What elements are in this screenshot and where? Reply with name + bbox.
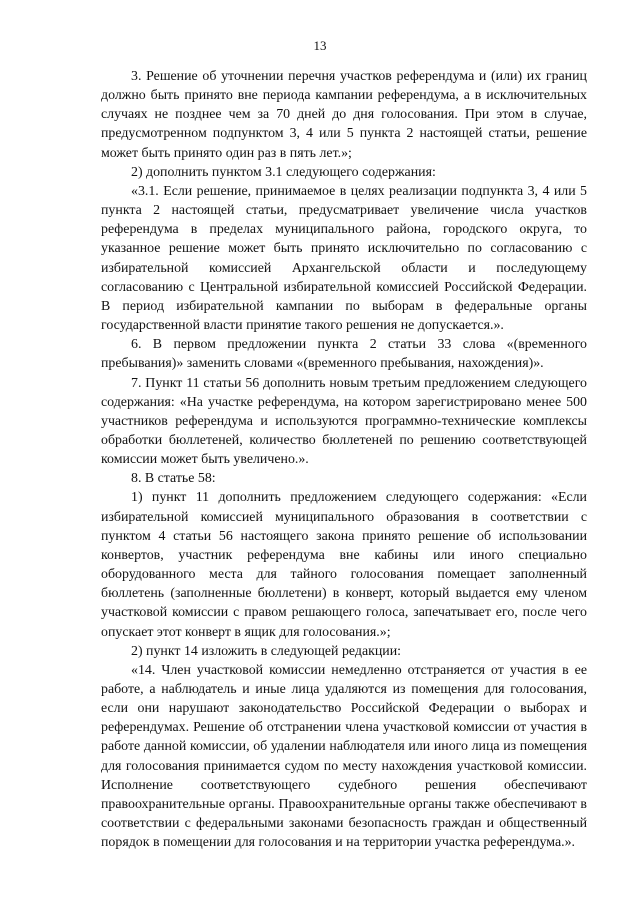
paragraph-section-14: «14. Член участковой комиссии немедленно отстраняется от участия в ее работе, а наблюдатель и иные лица удаляются из помещения для голосования, если они нарушают законодательство Российской Федерации о выборах и референдумах. Решение об отстранении члена участковой комиссии от участия в работе данной комиссии, об удалении наблюдателя или иного лица из помещения для голосования принимается судом по месту нахождения участковой комиссии. Исполнение соответствующего судебного решения обеспечивают правоохранительные органы. Правоохранительные органы также обеспечивают в соответствии с федеральными законами безопасность граждан и общественный порядок в помещении для голосования и на территории участка референдума.». bbox=[101, 662, 587, 851]
paragraph-section-3-1: «3.1. Если решение, принимаемое в целях реализации подпункта 3, 4 или 5 пункта 2 настоящей статьи, предусматривает увеличение числа участков референдума в пределах муниципального района, городского округа, то указанное решение может быть принято исключительно по согласованию с избирательной комиссией Архангельской области и последующему согласованию с Центральной избирательной комиссией Российской Федерации. В период избирательной кампании по выборам в федеральные органы государственной власти принятие такого решения не допускается.». bbox=[101, 183, 587, 334]
paragraph-amend-item-2: 2) дополнить пунктом 3.1 следующего содержания: bbox=[131, 164, 436, 180]
paragraph-article-58-heading: 8. В статье 58: bbox=[131, 471, 216, 487]
document-body bbox=[101, 67, 587, 852]
paragraph-article-56: 7. Пункт 11 статьи 56 дополнить новым третьим предложением следующего содержания: «На участке референдума, на котором зарегистрировано менее 500 участников референдума и используются программно-технические комплексы обработки бюллетеней, количество бюллетеней по решению соответствующей комиссии может быть увеличено.». bbox=[101, 375, 587, 468]
paragraph-article-58-item-2: 2) пункт 14 изложить в следующей редакции: bbox=[131, 643, 402, 659]
paragraph-article-33: 6. В первом предложении пункта 2 статьи 33 слова «(временного пребывания)» заменить словами «(временного пребывания, нахождения)». bbox=[101, 337, 587, 372]
paragraph-section-3: 3. Решение об уточнении перечня участков референдума и (или) их границ должно быть принято вне периода кампании референдума, а в исключительных случаях не позднее чем за 70 дней до дня голосования. При этом в случае, предусмотренном подпунктом 3, 4 или 5 пункта 2 настоящей статьи, решение может быть принято один раз в пять лет.»; bbox=[101, 69, 587, 161]
paragraph-article-58-item-1: 1) пункт 11 дополнить предложением следующего содержания: «Если избирательной комиссией муниципального образования в соответствии с пунктом 4 статьи 56 настоящего закона принято решение об использовании конвертов, участник референдума вне кабины или иного специально оборудованного места для тайного голосования помещает заполненный бюллетень (заполненные бюллетени) в конверт, который выдается ему членом участковой комиссии с правом решающего голоса, запечатывает его, после чего опускает этот конверт в ящик для голосования.»; bbox=[101, 490, 587, 640]
page-number: 13 bbox=[313, 38, 327, 53]
